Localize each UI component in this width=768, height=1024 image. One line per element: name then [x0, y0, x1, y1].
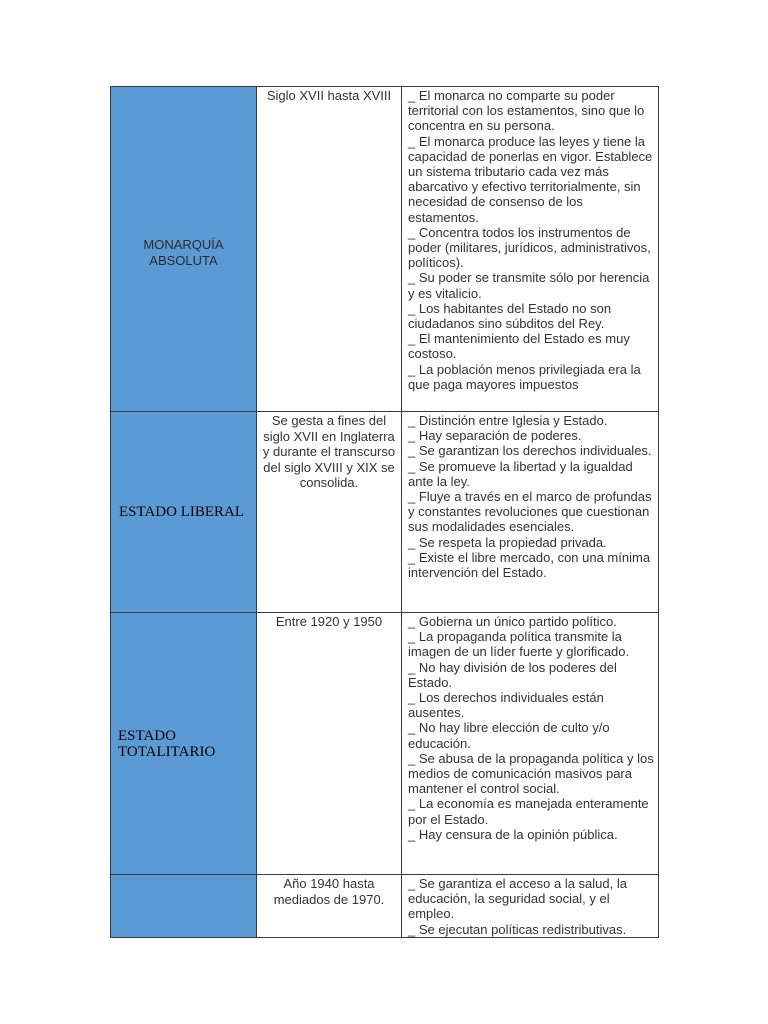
- state-name: MONARQUÍA ABSOLUTA: [143, 237, 224, 268]
- trait-item: _ Se abusa de la propaganda política y los medios de comunicación masivos para mantener el control social.: [408, 750, 654, 797]
- table-row: [111, 613, 659, 875]
- trait-item: _ La población menos privilegiada era la que paga mayores impuestos: [408, 361, 641, 392]
- table-row: [111, 875, 659, 938]
- trait-item: _ Fluye a través en el marco de profundas y constantes revoluciones que cuestionan sus modalidades esenciales.: [408, 489, 652, 535]
- state-name-cell: [111, 412, 257, 613]
- period-cell: Se gesta a fines del siglo XVII en Inglaterra y durante el transcurso del siglo XVIII y XIX se consolida.: [257, 412, 402, 613]
- trait-item: _ No hay libre elección de culto y/o educación.: [408, 720, 610, 751]
- state-name: ESTADO LIBERAL: [119, 504, 245, 520]
- traits-cell: [402, 875, 659, 938]
- trait-item: _ Los habitantes del Estado no son ciudadanos sino súbditos del Rey.: [408, 300, 612, 332]
- period-cell: Siglo XVII hasta XVIII: [257, 87, 402, 412]
- traits-cell: [402, 87, 659, 412]
- trait-item: _ El mantenimiento del Estado es muy costoso.: [408, 331, 630, 362]
- trait-item: _ Su poder se transmite sólo por herencia y es vitalicio.: [408, 270, 650, 301]
- state-name: ESTADO TOTALITARIO: [118, 727, 216, 760]
- trait-item: _ Existe el libre mercado, con una mínima intervención del Estado.: [408, 549, 651, 581]
- trait-item: _ Se garantizan los derechos individuales.: [408, 443, 652, 459]
- traits-cell: [402, 613, 659, 875]
- trait-item: _ Se promueve la libertad y la igualdad ante la ley.: [408, 458, 633, 489]
- state-name-cell: [111, 613, 257, 875]
- trait-item: _ Los derechos individuales están ausentes.: [408, 690, 604, 721]
- trait-item: _ La economía es manejada enteramente por el Estado.: [408, 796, 649, 827]
- state-name-cell: [111, 875, 257, 938]
- state-types-table: [110, 86, 659, 938]
- trait-item: _ Hay separación de poderes.: [408, 428, 582, 444]
- trait-item: _ Se respeta la propiedad privada.: [408, 534, 607, 550]
- trait-item: _ El monarca produce las leyes y tiene la capacidad de ponerlas en vigor. Establece un sistema tributario cada vez más abarcativo y efectivo territorialmente, sin necesidad de consenso de los estamentos.: [408, 133, 653, 225]
- trait-item: _ Se garantiza el acceso a la salud, la educación, la seguridad social, y el empleo.: [408, 876, 627, 922]
- table-row: [111, 87, 659, 412]
- state-name-cell: [111, 87, 257, 412]
- period-cell: Año 1940 hasta mediados de 1970.: [257, 875, 402, 938]
- trait-item: _ Distinción entre Iglesia y Estado.: [408, 413, 608, 428]
- trait-item: _ Hay censura de la opinión pública.: [408, 826, 618, 842]
- trait-item: _ El monarca no comparte su poder territorial con los estamentos, sino que lo concentra en su persona.: [408, 88, 645, 134]
- trait-item: _ Se ejecutan políticas redistributivas.: [408, 921, 627, 937]
- period-cell: Entre 1920 y 1950: [257, 613, 402, 875]
- traits-cell: [402, 412, 659, 613]
- trait-item: _ Concentra todos los instrumentos de poder (militares, jurídicos, administrativos, políticos).: [408, 224, 651, 271]
- trait-item: _ No hay división de los poderes del Estado.: [408, 659, 617, 690]
- trait-item: _ La propaganda política transmite la imagen de un líder fuerte y glorificado.: [408, 629, 630, 660]
- table-row: [111, 412, 659, 613]
- trait-item: _ Gobierna un único partido político.: [408, 614, 617, 629]
